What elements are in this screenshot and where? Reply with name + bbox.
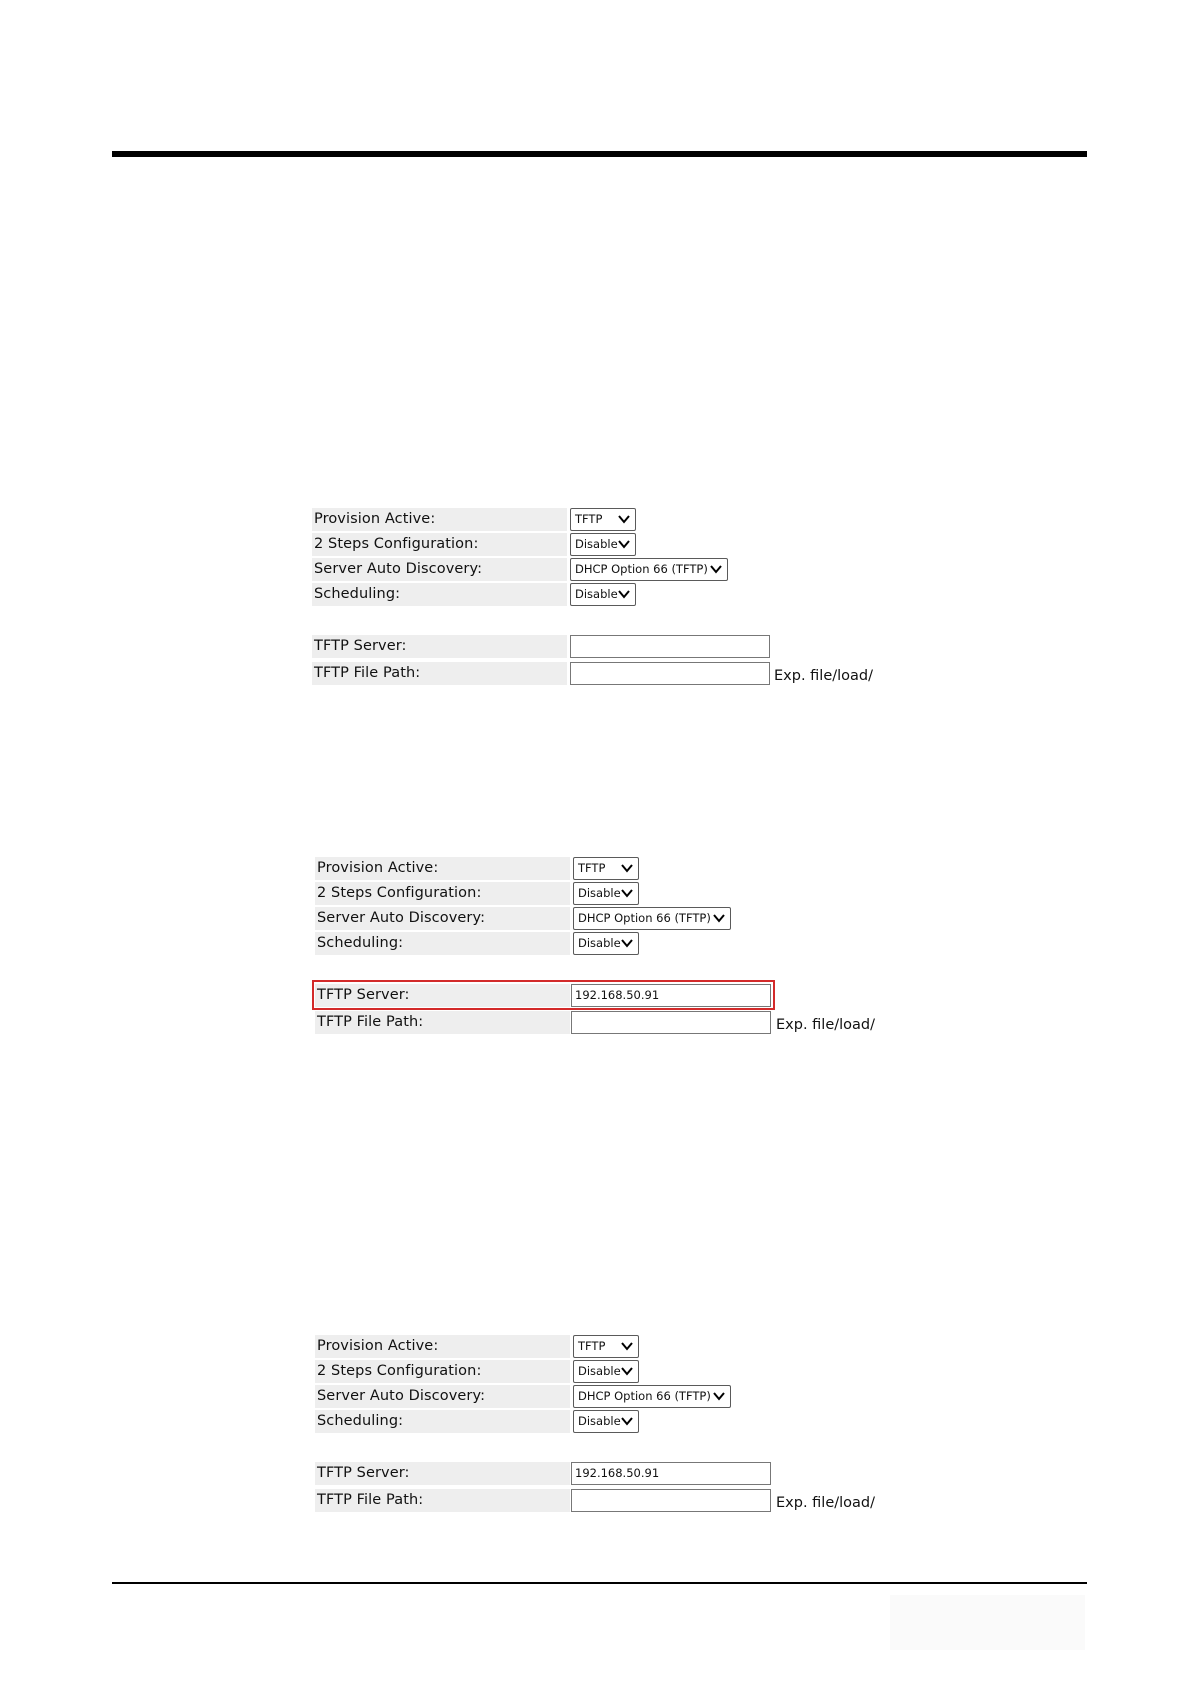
provision-active-value: TFTP [578,861,606,875]
auto-discovery-label: Server Auto Discovery: [312,558,567,581]
chevron-down-icon [709,562,723,576]
tftp-server-input[interactable]: 192.168.50.91 [571,984,771,1007]
tftp-server-label: TFTP Server: [312,635,567,658]
provision-active-select[interactable] [573,857,639,880]
chevron-down-icon [617,537,631,551]
auto-discovery-select[interactable] [573,907,731,930]
two-steps-value: Disable [575,537,618,551]
two-steps-select[interactable] [570,533,636,556]
file-path-hint: Exp. file/load/ [776,1017,876,1033]
chevron-down-icon [620,1414,634,1428]
chevron-down-icon [620,1364,634,1378]
chevron-down-icon [620,861,634,875]
tftp-file-path-label: TFTP File Path: [315,1489,570,1512]
scheduling-select[interactable] [573,932,639,955]
tftp-file-path-input[interactable] [571,1011,771,1034]
provision-active-label: Provision Active: [312,508,567,531]
scheduling-value: Disable [575,587,618,601]
two-steps-label: 2 Steps Configuration: [315,1360,570,1383]
chevron-down-icon [620,1339,634,1353]
two-steps-value: Disable [578,1364,621,1378]
tftp-server-input[interactable] [570,635,770,658]
scheduling-select[interactable] [570,583,636,606]
two-steps-label: 2 Steps Configuration: [312,533,567,556]
auto-discovery-value: DHCP Option 66 (TFTP) [578,1389,711,1403]
scheduling-select[interactable] [573,1410,639,1433]
two-steps-select[interactable] [573,1360,639,1383]
provision-active-value: TFTP [578,1339,606,1353]
chevron-down-icon [712,1389,726,1403]
two-steps-value: Disable [578,886,621,900]
scheduling-label: Scheduling: [315,932,570,955]
tftp-server-label: TFTP Server: [315,1462,570,1485]
chevron-down-icon [617,512,631,526]
file-path-hint: Exp. file/load/ [774,668,874,684]
chevron-down-icon [712,911,726,925]
chevron-down-icon [620,936,634,950]
auto-discovery-select[interactable] [570,558,728,581]
auto-discovery-label: Server Auto Discovery: [315,1385,570,1408]
footer-area [890,1595,1085,1650]
chevron-down-icon [620,886,634,900]
scheduling-value: Disable [578,936,621,950]
tftp-file-path-input[interactable] [570,662,770,685]
provision-active-label: Provision Active: [315,1335,570,1358]
provision-active-label: Provision Active: [315,857,570,880]
provision-active-select[interactable] [573,1335,639,1358]
chevron-down-icon [617,587,631,601]
auto-discovery-select[interactable] [573,1385,731,1408]
header-rule [112,151,1087,157]
scheduling-label: Scheduling: [315,1410,570,1433]
auto-discovery-label: Server Auto Discovery: [315,907,570,930]
scheduling-label: Scheduling: [312,583,567,606]
provision-active-select[interactable] [570,508,636,531]
auto-discovery-value: DHCP Option 66 (TFTP) [575,562,708,576]
tftp-file-path-label: TFTP File Path: [315,1011,570,1034]
tftp-file-path-label: TFTP File Path: [312,662,567,685]
tftp-server-label: TFTP Server: [315,984,570,1007]
provision-active-value: TFTP [575,512,603,526]
scheduling-value: Disable [578,1414,621,1428]
two-steps-label: 2 Steps Configuration: [315,882,570,905]
footer-rule [112,1582,1087,1584]
tftp-file-path-input[interactable] [571,1489,771,1512]
two-steps-select[interactable] [573,882,639,905]
auto-discovery-value: DHCP Option 66 (TFTP) [578,911,711,925]
file-path-hint: Exp. file/load/ [776,1495,876,1511]
tftp-server-input[interactable]: 192.168.50.91 [571,1462,771,1485]
